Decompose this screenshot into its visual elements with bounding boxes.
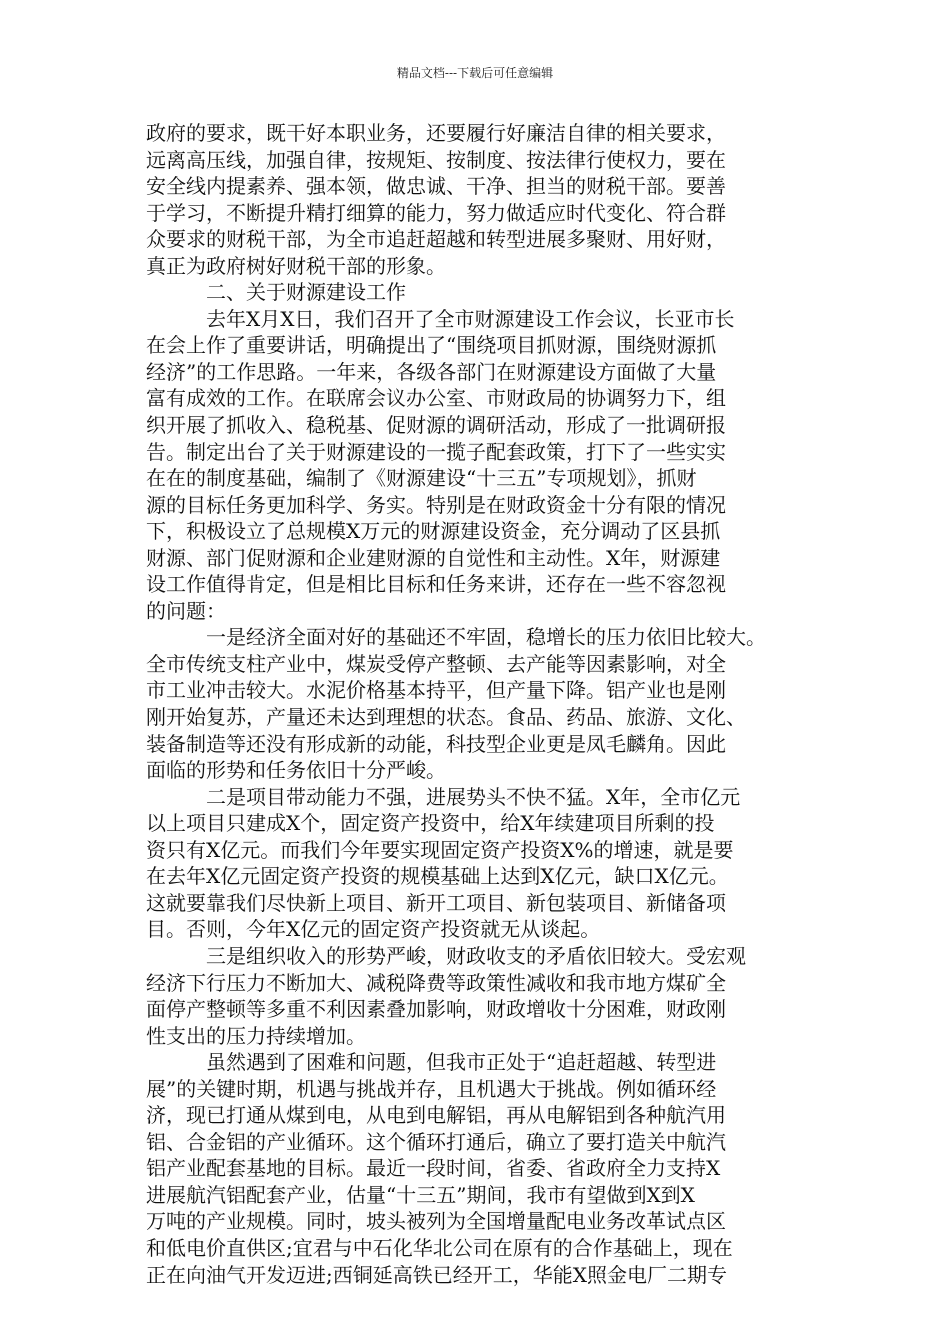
text-line: 这就要靠我们尽快新上项目、新开工项目、新包装项目、新储备项 [146,890,726,915]
text-line: 富有成效的工作。在联席会议办公室、市财政局的协调努力下，组 [146,386,726,411]
text-line: 安全线内提素养、强本领，做忠诚、干净、担当的财税干部。要善 [146,174,726,199]
text-line: 经济”的工作思路。一年来，各级各部门在财源建设方面做了大量 [146,359,717,384]
text-line: 设工作值得肯定，但是相比目标和任务来讲，还存在一些不容忽视 [146,572,726,597]
text-line: 三是组织收入的形势严峻，财政收支的矛盾依旧较大。受宏观 [206,943,746,968]
text-line: 铝、合金铝的产业循环。这个循环打通后，确立了要打造关中航汽 [146,1129,726,1154]
text-line: 的问题： [146,598,226,623]
text-line: 虽然遇到了困难和问题，但我市正处于“追赶超越、转型进 [206,1050,717,1075]
text-line: 展”的关键时期，机遇与挑战并存，且机遇大于挑战。例如循环经 [146,1076,717,1101]
text-line: 在会上作了重要讲话，明确提出了“围绕项目抓财源，围绕财源抓 [146,333,717,358]
text-line: 性支出的压力持续增加。 [146,1023,366,1048]
text-line: 刚开始复苏，产量还未达到理想的状态。食品、药品、旅游、文化、 [146,705,746,730]
text-line: 全市传统支柱产业中，煤炭受停产整顿、去产能等因素影响，对全 [146,651,726,676]
text-line: 资只有X亿元。而我们今年要实现固定资产投资X%的增速，就是要 [146,837,734,862]
page-header-watermark: 精品文档---下载后可任意编辑 [396,66,554,80]
text-line: 织开展了抓收入、稳税基、促财源的调研活动，形成了一批调研报 [146,413,726,438]
text-line: 面临的形势和任务依旧十分严峻。 [146,758,446,783]
text-line: 装备制造等还没有形成新的动能，科技型企业更是凤毛麟角。因此 [146,731,726,756]
text-line: 一是经济全面对好的基础还不牢固，稳增长的压力依旧比较大。 [206,625,766,650]
text-line: 去年X月X日，我们召开了全市财源建设工作会议，长亚市长 [206,306,735,331]
text-line: 在去年X亿元固定资产投资的规模基础上达到X亿元，缺口X亿元。 [146,864,729,889]
text-line: 在在的制度基础，编制了《财源建设“十三五”专项规划》，抓财 [146,466,697,491]
text-line: 源的目标任务更加科学、务实。特别是在财政资金十分有限的情况 [146,492,726,517]
document-body [146,120,816,1315]
text-line: 铝产业配套基地的目标。最近一段时间，省委、省政府全力支持X [146,1156,721,1181]
text-line: 真正为政府树好财税干部的形象。 [146,253,446,278]
text-line: 济，现已打通从煤到电，从电到电解铝，再从电解铝到各种航汽用 [146,1103,726,1128]
text-line: 和低电价直供区;宜君与中石化华北公司在原有的合作基础上，现在 [146,1235,733,1260]
text-line: 政府的要求，既干好本职业务，还要履行好廉洁自律的相关要求， [146,121,726,145]
text-line: 经济下行压力不断加大、减税降费等政策性减收和我市地方煤矿全 [146,970,726,995]
text-line: 面停产整顿等多重不利因素叠加影响，财政增收十分困难，财政刚 [146,997,726,1022]
text-line: 众要求的财税干部，为全市追赶超越和转型进展多聚财、用好财， [146,227,726,252]
text-line: 以上项目只建成X个，固定资产投资中，给X年续建项目所剩的投 [146,811,715,836]
text-line [146,1288,816,1315]
text-line: 市工业冲击较大。水泥价格基本持平，但产量下降。铝产业也是刚 [146,678,726,703]
text-line: 二是项目带动能力不强，进展势头不快不猛。X年，全市亿元 [206,784,741,809]
text-line: 远离高压线，加强自律，按规矩、按制度、按法律行使权力，要在 [146,147,726,172]
text-line: 进展航汽铝配套产业，估量“十三五”期间，我市有望做到X到X [146,1182,695,1207]
text-line: 目。否则，今年X亿元的固定资产投资就无从谈起。 [146,917,601,942]
section-heading: 二、关于财源建设工作 [206,280,406,305]
text-line: 万吨的产业规模。同时，坡头被列为全国增量配电业务改革试点区 [146,1209,726,1234]
text-line: 下，积极设立了总规模X万元的财源建设资金，充分调动了区县抓 [146,519,721,544]
text-line: 财源、部门促财源和企业建财源的自觉性和主动性。X年，财源建 [146,545,721,570]
text-line: 于学习，不断提升精打细算的能力，努力做适应时代变化、符合群 [146,200,726,225]
text-line: 告。制定出台了关于财源建设的一揽子配套政策，打下了一些实实 [146,439,726,464]
text-line: 正在向油气开发迈进;西铜延高铁已经开工，华能X照金电厂二期专 [146,1262,727,1287]
